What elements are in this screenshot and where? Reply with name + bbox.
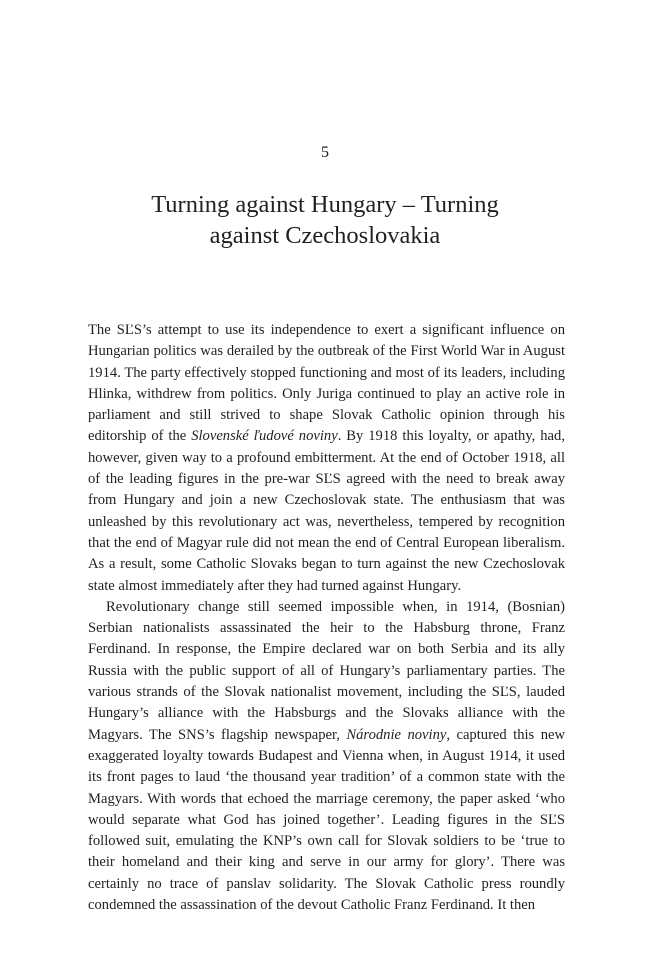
paragraph-1: [88, 320, 565, 597]
chapter-number: 5: [321, 144, 329, 161]
body-text: [88, 320, 565, 916]
paragraph-2-text-2: , captured this new exaggerated loyalty towards Budapest and Vienna when, in August 1914, it used its front pages to laud ‘the thousand year tradition’ of a common state with the Magyars. With words that echoed the marriage ceremony, the paper asked ‘who would separate what God has joined together’. Leading figures in the SĽS followed suit, emulating the KNP’s own call for Slovak soldiers to be ‘true to their homeland and their king and serve in our army for glory’. There was certainly no trace of panslav solidarity. The Slovak Catholic press roundly condemned the assassination of the devout Catholic Franz Ferdinand. It then: [88, 726, 566, 914]
chapter-title-line-2: against Czechoslovakia: [209, 222, 441, 249]
paragraph-2: [88, 597, 565, 916]
newspaper-title-slovenske-ludove-noviny: Slovenské ľudové noviny: [191, 428, 338, 445]
chapter-title-line-1: Turning against Hungary – Turning: [151, 191, 499, 218]
newspaper-title-narodnie-noviny: Národnie noviny: [346, 726, 447, 743]
paragraph-1-text-2: . By 1918 this loyalty, or apathy, had, however, given way to a profound embitterment. At the end of October 1918, all of the leading figures in the pre-war SĽS agreed with the need to break away from Hungary and join a new Czechoslovak state. The enthusiasm that was unleashed by this revolutionary act was, nevertheless, tempered by recognition that the end of Magyar rule did not mean the end of Central European liberalism. As a result, some Catholic Slovaks began to turn against the new Czechoslovak state almost immediately after they had turned against Hungary.: [88, 428, 565, 594]
paragraph-1-text-1: The SĽS’s attempt to use its independence to exert a significant influence on Hungarian politics was derailed by the outbreak of the First World War in August 1914. The party effectively stopped functioning and most of its leaders, including Hlinka, withdrew from politics. Only Juriga continued to play an active role in parliament and still strived to shape Slovak Catholic opinion through his editorship of the: [88, 322, 565, 445]
paragraph-2-text-1: Revolutionary change still seemed impossible when, in 1914, (Bosnian) Serbian nationalists assassinated the heir to the Habsburg throne, Franz Ferdinand. In response, the Empire declared war on both Serbia and its ally Russia with the public support of all of Hungary’s parliamentary parties. The various strands of the Slovak nationalist movement, including the SĽS, lauded Hungary’s alliance with the Habsburgs and the Slovaks alliance with the Magyars. The SNS’s flagship newspaper,: [88, 598, 565, 743]
chapter-title: [100, 189, 550, 251]
